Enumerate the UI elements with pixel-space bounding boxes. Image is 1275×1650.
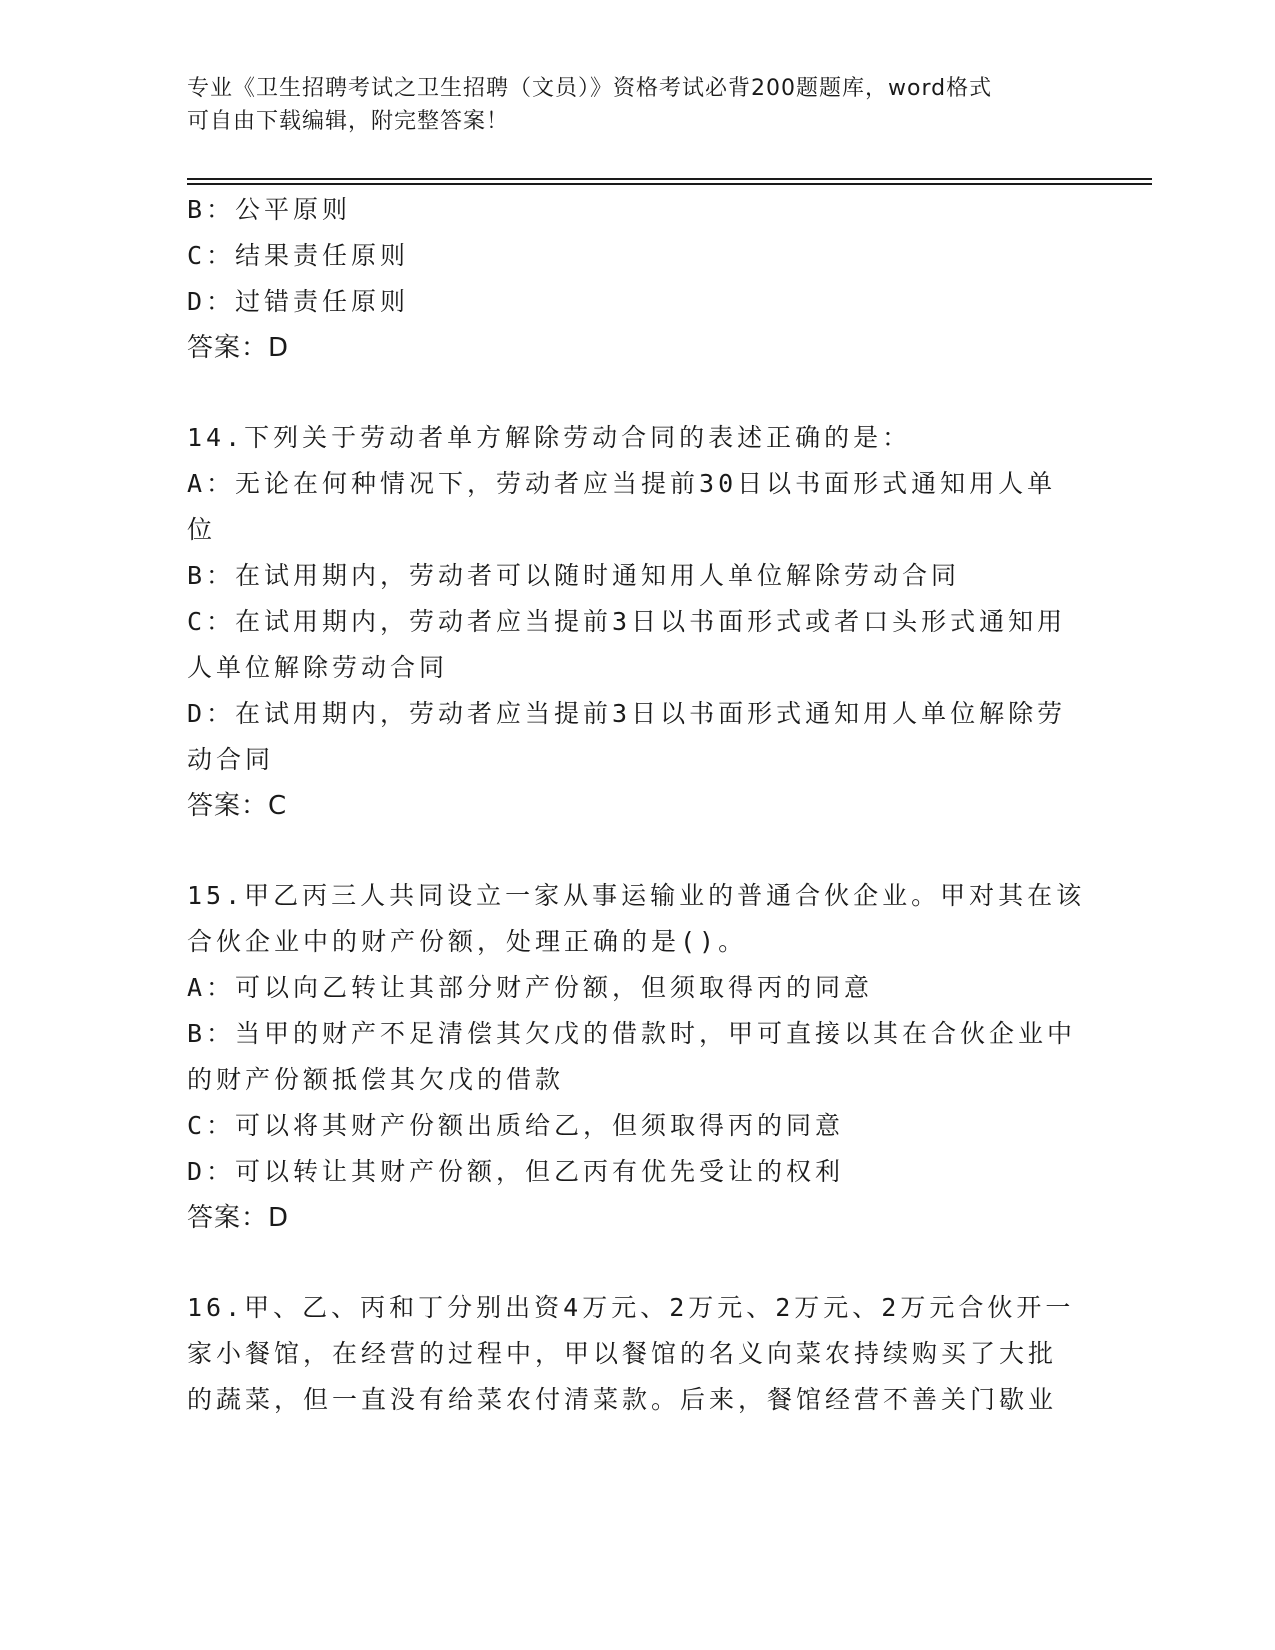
question-stem: 16.甲、乙、丙和丁分别出资4万元、2万元、2万元、2万元合伙开一 [187,1293,1075,1322]
header-rule-top [187,178,1152,180]
question-stem: 14.下列关于劳动者单方解除劳动合同的表述正确的是： [187,423,912,452]
answer: 答案：D [187,1203,290,1233]
option-c: C：在试用期内，劳动者应当提前3日以书面形式或者口头形式通知用 [187,607,1067,636]
question-14 [187,415,1077,829]
option-a: A：可以向乙转让其部分财产份额，但须取得丙的同意 [187,973,874,1002]
option-c: C：结果责任原则 [187,241,410,270]
document-header [187,72,1067,138]
option-b: B：公平原则 [187,195,352,224]
option-b: B：当甲的财产不足清偿其欠戊的借款时，甲可直接以其在合伙企业中 [187,1019,1077,1048]
option-d: D：在试用期内，劳动者应当提前3日以书面形式通知用人单位解除劳 [187,699,1067,728]
question-stem-continued: 家小餐馆，在经营的过程中，甲以餐馆的名义向菜农持续购买了大批 [187,1339,1058,1368]
option-a: A：无论在何种情况下，劳动者应当提前30日以书面形式通知用人单 [187,469,1057,498]
header-rule-bottom [187,183,1152,185]
document-body [187,187,1086,1423]
answer: 答案：C [187,791,288,821]
option-b: B：在试用期内，劳动者可以随时通知用人单位解除劳动合同 [187,561,961,590]
option-d: D：可以转让其财产份额，但乙丙有优先受让的权利 [187,1157,845,1186]
option-c: C：可以将其财产份额出质给乙，但须取得丙的同意 [187,1111,845,1140]
option-a-continued: 位 [187,515,217,544]
question-16 [187,1285,1077,1423]
question-15 [187,873,1086,1241]
answer: 答案：D [187,333,290,363]
option-b-continued: 的财产份额抵偿其欠戊的借款 [187,1065,565,1094]
spacer [187,371,1077,415]
question-stem-continued: 合伙企业中的财产份额，处理正确的是()。 [187,927,748,956]
option-d-continued: 动合同 [187,745,275,774]
header-line-2: 可自由下载编辑，附完整答案！ [187,109,510,134]
question-stem-continued: 的蔬菜，但一直没有给菜农付清菜款。后来，餐馆经营不善关门歇业 [187,1385,1058,1414]
question-stem: 15.甲乙丙三人共同设立一家从事运输业的普通合伙企业。甲对其在该 [187,881,1086,910]
question-13 [187,187,1077,371]
header-line-1: 专业《卫生招聘考试之卫生招聘（文员）》资格考试必背200题题库，word格式 [187,76,993,101]
option-c-continued: 人单位解除劳动合同 [187,653,449,682]
spacer [187,1241,1077,1285]
spacer [187,829,1077,873]
option-d: D：过错责任原则 [187,287,410,316]
